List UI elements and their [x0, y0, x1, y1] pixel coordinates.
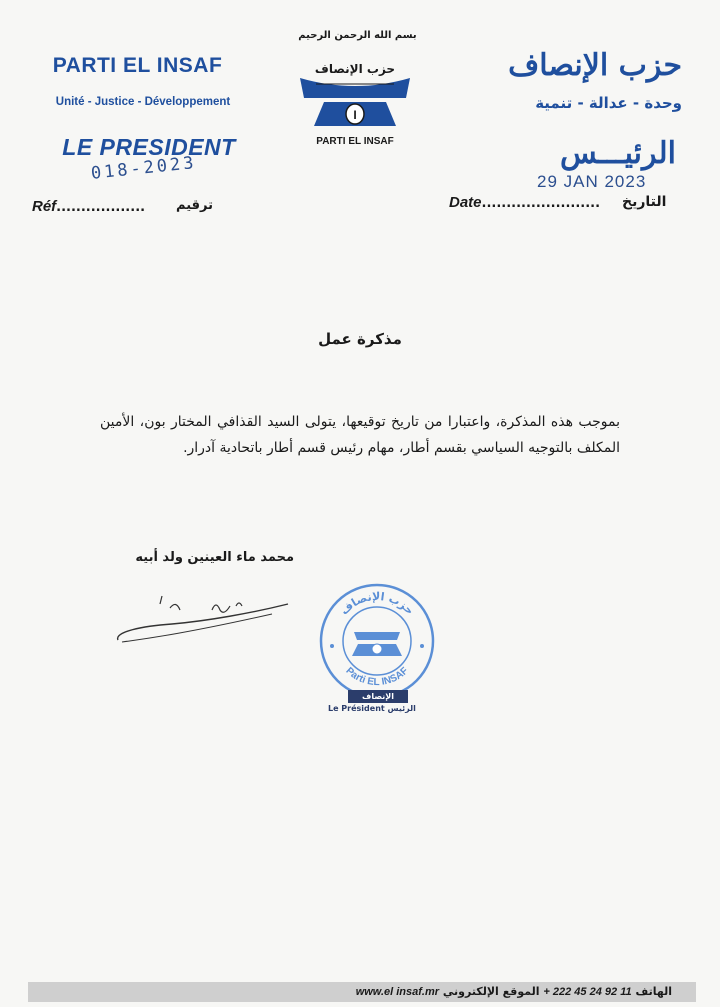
- seal-label: الإنصاف: [348, 690, 408, 703]
- reference-line: [32, 198, 145, 215]
- party-logo: [296, 48, 414, 152]
- logo-letter: I: [353, 108, 357, 122]
- date-label-fr: Date: [449, 194, 482, 211]
- logo-ar-text: حزب الإنصاف: [314, 62, 396, 76]
- seal-logo-band: [354, 632, 400, 640]
- president-title-ar: الرئيـــس: [559, 136, 676, 171]
- handwritten-signature: [112, 588, 292, 658]
- reference-label-ar: ترقيم: [176, 198, 213, 213]
- footer-web-label: الموقع الإلكتروني: [442, 985, 540, 998]
- logo-fr-text: PARTI EL INSAF: [316, 136, 394, 147]
- seal-ring-ar: حزب الإنصاف: [337, 589, 417, 618]
- party-name-ar: حزب الإنصاف: [508, 48, 682, 83]
- date-stamp: 29 JAN 2023: [537, 172, 647, 191]
- reference-dots: ..................: [56, 200, 146, 215]
- svg-text:حزب الإنصاف: [338, 590, 417, 617]
- signer-name: محمد ماء العينين ولد أبيه: [135, 550, 294, 565]
- party-name-fr: PARTI EL INSAF: [52, 54, 223, 77]
- party-motto-fr: Unité - Justice - Développement: [55, 96, 231, 108]
- basmala: بسم الله الرحمن الرحيم: [298, 30, 417, 41]
- memo-body: بموجب هذه المذكرة، واعتبارا من تاريخ توقيعها، يتولى السيد القذافي المختار بون، الأمين المكلف بالتوجيه السياسي بقسم أطار، مهام رئيس قسم أطار باتحادية آدرار.: [100, 414, 620, 456]
- footer-contact: [356, 983, 672, 1001]
- date-line: [449, 194, 600, 211]
- date-label-ar: التاريخ: [622, 194, 667, 210]
- seal-ring-fr: Parti EL INSAF: [343, 665, 411, 689]
- footer-phone: 11 92 24 45 222 +: [543, 986, 632, 998]
- reference-number-stamp: 018-2023: [90, 152, 198, 184]
- seal-caption: Le Président الرئيس: [328, 704, 416, 713]
- president-title-fr: LE PRESIDENT: [62, 134, 236, 160]
- memo-title: مذكرة عمل: [318, 330, 402, 348]
- svg-text:Parti EL INSAF: [343, 666, 410, 689]
- footer-phone-label: الهاتف: [635, 985, 672, 998]
- reference-label-fr: Réf: [32, 198, 57, 215]
- footer-website: www.el insaf.mr: [355, 986, 440, 998]
- date-dots: ........................: [481, 196, 601, 211]
- footer-bar: [28, 982, 696, 1002]
- official-seal-stamp: [318, 582, 436, 700]
- party-motto-ar: وحدة - عدالة - تنمية: [535, 94, 682, 112]
